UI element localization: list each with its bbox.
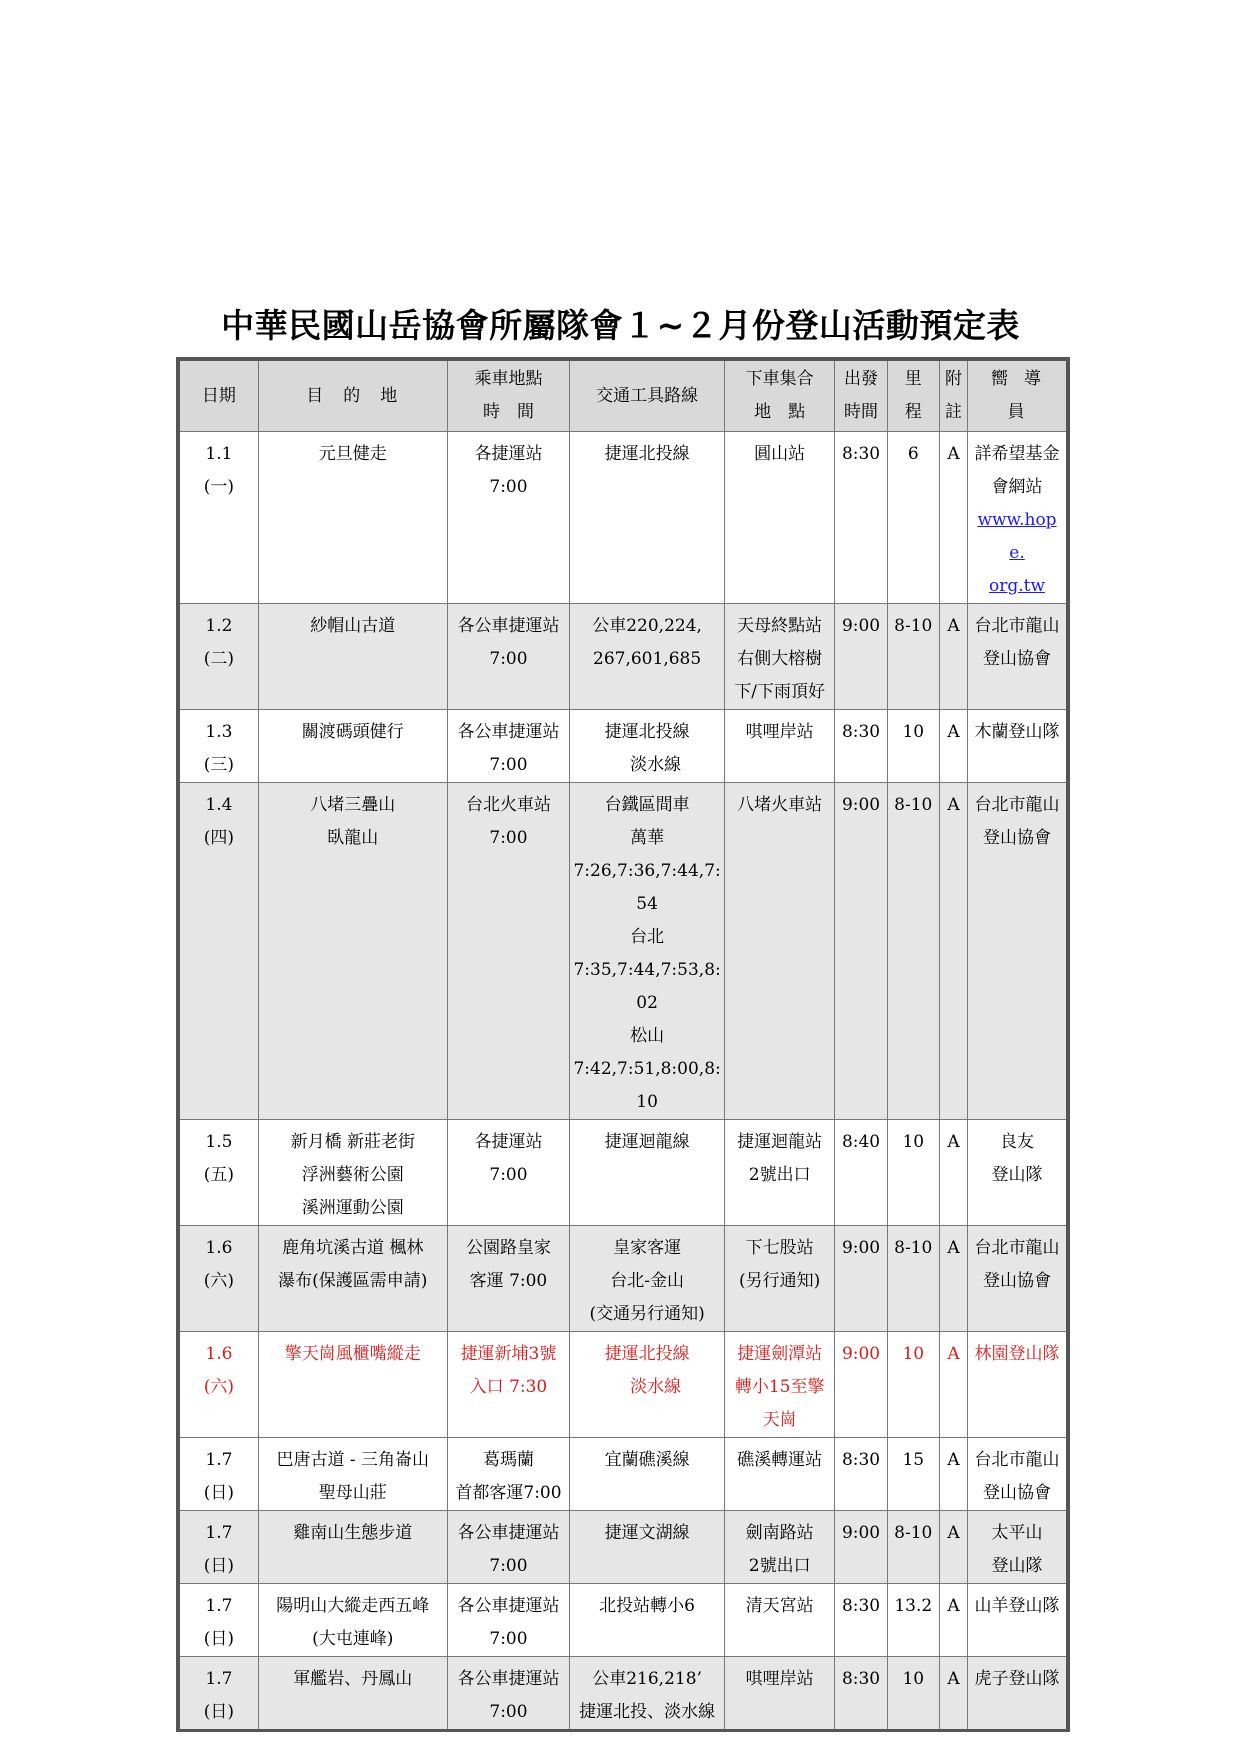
cell-transport: 捷運北投線 淡水線 [570, 1332, 725, 1438]
cell-boarding: 台北火車站 7:00 [447, 783, 570, 1120]
cell-guide: 林園登山隊 [968, 1332, 1068, 1438]
table-row [178, 1226, 1068, 1332]
table-row [178, 1438, 1068, 1511]
cell-destination: 關渡碼頭健行 [258, 710, 447, 783]
cell-distance: 10 [887, 1657, 939, 1731]
cell-depart-time: 8:30 [835, 1438, 887, 1511]
cell-meeting: 唭哩岸站 [724, 1657, 834, 1731]
header-boarding: 乘車地點 時 間 [447, 359, 570, 432]
cell-meeting: 下七股站 (另行通知) [724, 1226, 834, 1332]
cell-meeting: 唭哩岸站 [724, 710, 834, 783]
cell-note: A [939, 1332, 967, 1438]
cell-guide [968, 432, 1068, 604]
cell-guide: 台北市龍山 登山協會 [968, 783, 1068, 1120]
table-body [178, 432, 1068, 1731]
cell-date: 1.7 (日) [178, 1438, 258, 1511]
cell-guide: 山羊登山隊 [968, 1584, 1068, 1657]
header-depart-time: 出發 時間 [835, 359, 887, 432]
table-row [178, 1332, 1068, 1438]
cell-date: 1.7 (日) [178, 1584, 258, 1657]
cell-guide: 台北市龍山 登山協會 [968, 604, 1068, 710]
cell-boarding: 各公車捷運站 7:00 [447, 1584, 570, 1657]
table-header-row [178, 359, 1068, 432]
cell-meeting: 劍南路站 2號出口 [724, 1511, 834, 1584]
activity-schedule-table [176, 357, 1070, 1732]
cell-transport: 北投站轉小6 [570, 1584, 725, 1657]
cell-transport: 捷運北投線 淡水線 [570, 710, 725, 783]
cell-boarding: 各公車捷運站 7:00 [447, 710, 570, 783]
guide-text: 詳希望基金會網站 [974, 444, 1060, 497]
cell-date: 1.7 (日) [178, 1511, 258, 1584]
cell-distance: 13.2 [887, 1584, 939, 1657]
table-row [178, 710, 1068, 783]
cell-distance: 10 [887, 1332, 939, 1438]
cell-meeting: 清天宮站 [724, 1584, 834, 1657]
header-meeting: 下車集合 地 點 [724, 359, 834, 432]
cell-distance: 10 [887, 710, 939, 783]
cell-date: 1.6 (六) [178, 1226, 258, 1332]
cell-destination: 軍艦岩、丹鳳山 [258, 1657, 447, 1731]
table-row [178, 1511, 1068, 1584]
cell-transport: 捷運北投線 [570, 432, 725, 604]
cell-depart-time: 8:30 [835, 710, 887, 783]
cell-boarding: 各公車捷運站 7:00 [447, 604, 570, 710]
cell-meeting: 礁溪轉運站 [724, 1438, 834, 1511]
cell-boarding: 各捷運站 7:00 [447, 1120, 570, 1226]
cell-guide: 虎子登山隊 [968, 1657, 1068, 1731]
cell-destination: 紗帽山古道 [258, 604, 447, 710]
cell-boarding: 各公車捷運站 7:00 [447, 1657, 570, 1731]
cell-date: 1.5 (五) [178, 1120, 258, 1226]
cell-depart-time: 8:40 [835, 1120, 887, 1226]
cell-depart-time: 9:00 [835, 783, 887, 1120]
cell-note: A [939, 1657, 967, 1731]
header-guide: 嚮導員 [968, 359, 1068, 432]
cell-transport: 宜蘭礁溪線 [570, 1438, 725, 1511]
cell-note: A [939, 1511, 967, 1584]
cell-destination: 擎天崗風櫃嘴縱走 [258, 1332, 447, 1438]
cell-destination: 元旦健走 [258, 432, 447, 604]
cell-date: 1.7 (日) [178, 1657, 258, 1731]
cell-note: A [939, 1584, 967, 1657]
cell-guide: 台北市龍山 登山協會 [968, 1438, 1068, 1511]
table-row [178, 783, 1068, 1120]
cell-boarding: 公園路皇家 客運 7:00 [447, 1226, 570, 1332]
cell-guide: 良友 登山隊 [968, 1120, 1068, 1226]
cell-transport: 公車220,224, 267,601,685 [570, 604, 725, 710]
cell-guide: 太平山 登山隊 [968, 1511, 1068, 1584]
cell-destination: 鹿角坑溪古道 楓林 瀑布(保護區需申請) [258, 1226, 447, 1332]
table-row [178, 1584, 1068, 1657]
cell-destination: 雞南山生態步道 [258, 1511, 447, 1584]
table-row [178, 1120, 1068, 1226]
table-row [178, 1657, 1068, 1731]
cell-depart-time: 9:00 [835, 1332, 887, 1438]
table-row [178, 604, 1068, 710]
cell-note: A [939, 1120, 967, 1226]
cell-distance: 10 [887, 1120, 939, 1226]
cell-date: 1.1 (一) [178, 432, 258, 604]
cell-meeting: 圓山站 [724, 432, 834, 604]
cell-boarding: 捷運新埔3號 入口 7:30 [447, 1332, 570, 1438]
header-transport: 交通工具路線 [570, 359, 725, 432]
cell-note: A [939, 710, 967, 783]
cell-meeting: 捷運劍潭站 轉小15至擎 天崗 [724, 1332, 834, 1438]
cell-note: A [939, 1438, 967, 1511]
cell-destination: 陽明山大縱走西五峰 (大屯連峰) [258, 1584, 447, 1657]
cell-transport: 公車216,218’ 捷運北投、淡水線 [570, 1657, 725, 1731]
cell-transport: 皇家客運 台北-金山 (交通另行通知) [570, 1226, 725, 1332]
cell-transport: 捷運迴龍線 [570, 1120, 725, 1226]
cell-depart-time: 8:30 [835, 1584, 887, 1657]
cell-transport: 捷運文湖線 [570, 1511, 725, 1584]
cell-boarding: 葛瑪蘭 首都客運7:00 [447, 1438, 570, 1511]
cell-distance: 6 [887, 432, 939, 604]
cell-meeting: 天母終點站 右側大榕樹 下/下雨頂好 [724, 604, 834, 710]
cell-destination: 巴唐古道 - 三角崙山 聖母山莊 [258, 1438, 447, 1511]
cell-distance: 15 [887, 1438, 939, 1511]
cell-transport: 台鐵區間車 萬華 7:26,7:36,7:44,7:54 台北 7:35,7:44,7:53,8:02 松山 7:42,7:51,8:00,8:10 [570, 783, 725, 1120]
cell-destination: 新月橋 新莊老街 浮洲藝術公園 溪洲運動公園 [258, 1120, 447, 1226]
cell-distance: 8-10 [887, 1511, 939, 1584]
cell-date: 1.4 (四) [178, 783, 258, 1120]
cell-distance: 8-10 [887, 604, 939, 710]
table-row [178, 432, 1068, 604]
cell-distance: 8-10 [887, 1226, 939, 1332]
header-destination: 目的地 [258, 359, 447, 432]
cell-distance: 8-10 [887, 783, 939, 1120]
cell-destination: 八堵三疊山 臥龍山 [258, 783, 447, 1120]
cell-depart-time: 9:00 [835, 604, 887, 710]
header-note: 附 註 [939, 359, 967, 432]
header-date: 日期 [178, 359, 258, 432]
cell-date: 1.2 (二) [178, 604, 258, 710]
cell-date: 1.3 (三) [178, 710, 258, 783]
cell-note: A [939, 604, 967, 710]
cell-note: A [939, 783, 967, 1120]
cell-note: A [939, 432, 967, 604]
cell-date: 1.6 (六) [178, 1332, 258, 1438]
cell-depart-time: 9:00 [835, 1226, 887, 1332]
cell-boarding: 各捷運站 7:00 [447, 432, 570, 604]
cell-guide: 木蘭登山隊 [968, 710, 1068, 783]
website-link[interactable]: www.hope. org.tw [977, 510, 1057, 596]
cell-depart-time: 8:30 [835, 432, 887, 604]
document-title: 中華民國山岳協會所屬隊會１~２月份登山活動預定表 [221, 306, 1020, 345]
cell-depart-time: 9:00 [835, 1511, 887, 1584]
cell-meeting: 捷運迴龍站 2號出口 [724, 1120, 834, 1226]
cell-note: A [939, 1226, 967, 1332]
cell-meeting: 八堵火車站 [724, 783, 834, 1120]
cell-depart-time: 8:30 [835, 1657, 887, 1731]
header-distance: 里 程 [887, 359, 939, 432]
cell-guide: 台北市龍山 登山協會 [968, 1226, 1068, 1332]
cell-boarding: 各公車捷運站 7:00 [447, 1511, 570, 1584]
